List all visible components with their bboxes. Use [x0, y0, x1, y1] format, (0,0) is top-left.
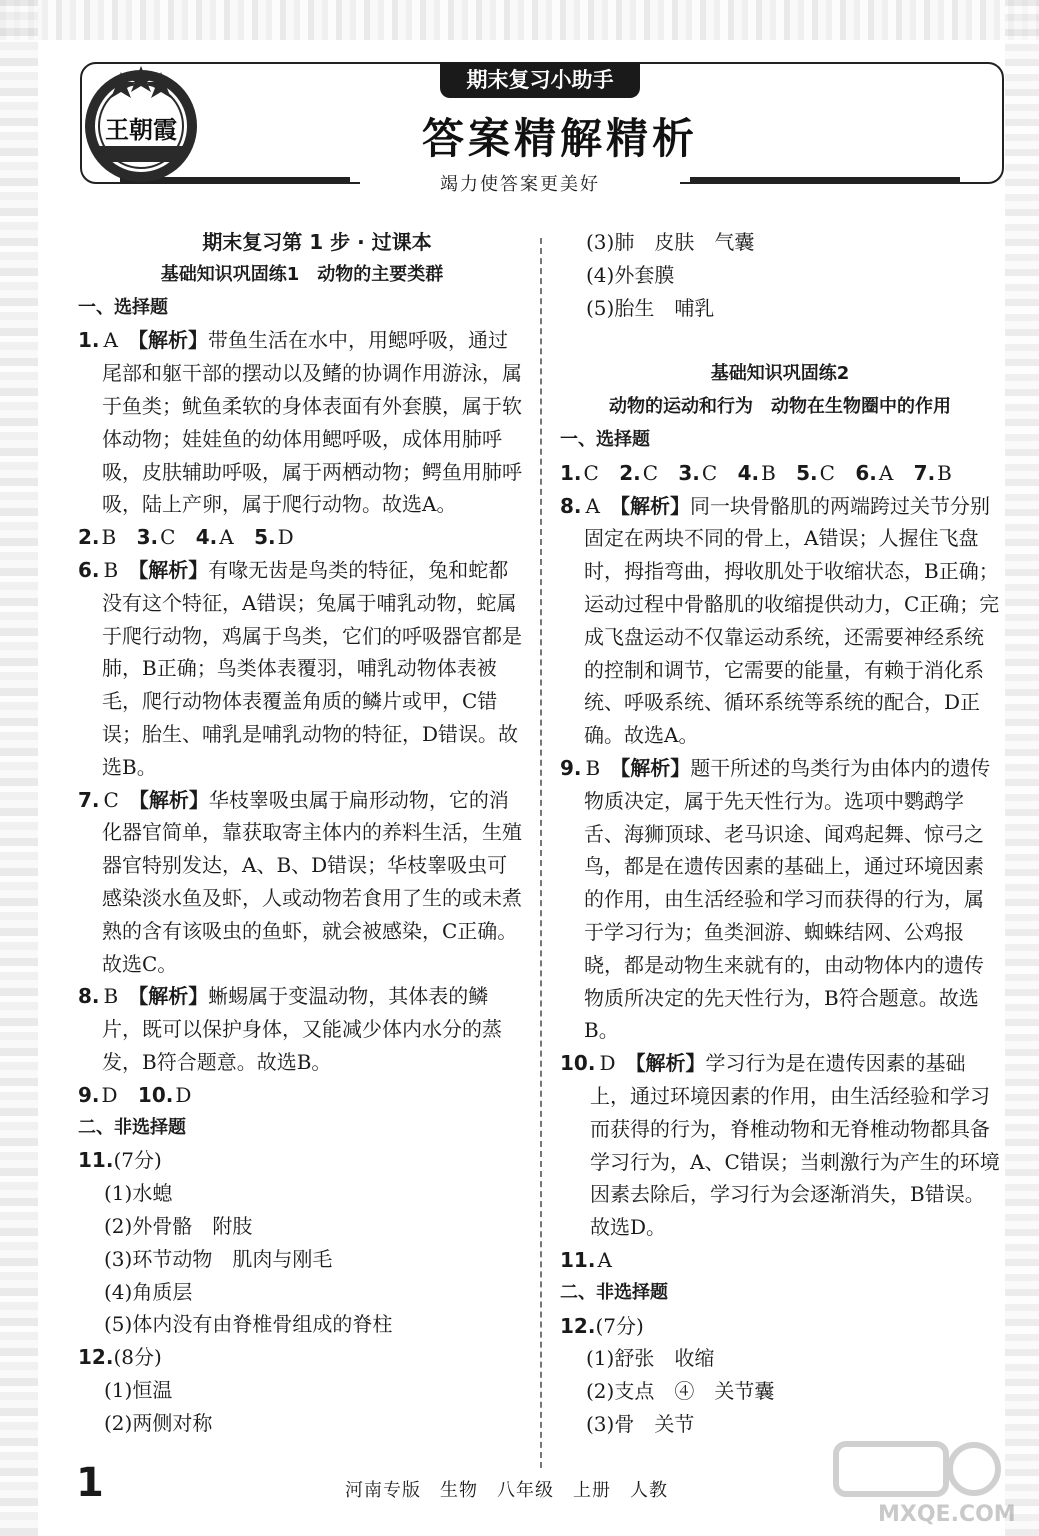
answer-item-7: 7. C 【解析】华枝睾吸虫属于扁形动物，它的消化器官简单，靠获取寄主体内的养料生活，生殖器官特别发达，A、B、D错误；华枝睾吸虫可感染淡水鱼及虾，人或动物若食用了生的或未煮熟的含有该吸虫的鱼虾，就会被感染，C正确。故选C。 — [78, 787, 522, 976]
answer-item-5: 5. C — [796, 460, 835, 485]
section-heading-choice: 一、选择题 — [78, 296, 168, 318]
answer-12-part-3: (3)肺 皮肤 气囊 — [586, 230, 755, 254]
answer-item-2: 2. B — [78, 525, 117, 550]
section-heading-nonchoice: 二、非选择题 — [78, 1116, 186, 1138]
footer-info: 河南专版 生物 八年级 上册 人教 — [345, 1480, 668, 1501]
section-subtitle-2b: 动物的运动和行为 动物在生物圈中的作用 — [609, 396, 951, 418]
answer-item-12: 12.(8分) — [78, 1345, 162, 1370]
brand-logo-seal — [76, 58, 206, 186]
answer-item-1: 1. A 【解析】带鱼生活在水中，用鳃呼吸，通过尾部和躯干部的摆动以及鳍的协调作用游泳，属于鱼类；鱿鱼柔软的身体表面有外套膜，属于软体动物；娃娃鱼的幼体用鳃呼吸，成体用肺呼吸，皮肤辅助呼吸，属于两栖动物；鳄鱼用肺呼吸，陆上产卵，属于爬行动物。故选A。 — [78, 328, 522, 517]
page-edge-right — [1005, 0, 1039, 1536]
page-title: 答案精解精析 — [421, 114, 698, 163]
step-title: 期末复习第 1 步 · 过课本 — [202, 230, 432, 254]
answer-item-10: 10. D — [137, 1082, 192, 1107]
answer-item-8: 8. B 【解析】蜥蜴属于变温动物，其体表的鳞片，既可以保护身体，又能减少体内水分的蒸发，B符合题意。故选B。 — [78, 984, 502, 1074]
left-column — [78, 226, 526, 1439]
answer-row-1-7 — [560, 457, 1000, 490]
answer-item-10: 10. D 【解析】学习行为是在遗传因素的基础上，通过环境因素的作用，由生活经验和学习而获得的行为，脊椎动物和无脊椎动物都具备学习行为，A、C错误；当刺激行为产生的环境因素去除后，学习行为会逐渐消失，B错误。故选D。 — [560, 1051, 1000, 1240]
answer-item-3: 3. C — [136, 525, 176, 550]
svg-text:王朝霞: 王朝霞 — [105, 115, 177, 144]
section-heading-nonchoice-2: 二、非选择题 — [560, 1281, 668, 1303]
answer-row-2-5 — [78, 521, 526, 554]
answer-item-11: 11. A — [560, 1247, 612, 1272]
section-subtitle: 基础知识巩固练1 动物的主要类群 — [160, 263, 444, 285]
watermark-logo: MXQE.COM — [826, 1436, 1006, 1536]
header-stripe-right — [690, 177, 960, 182]
answer-item-5: 5. D — [254, 525, 294, 550]
answer-12-part-4: (4)外套膜 — [586, 262, 675, 287]
answer-item-8: 8. A 【解析】同一块骨骼肌的两端跨过关节分别固定在两块不同的骨上，A错误；人握住飞盘时，拇指弯曲，拇收肌处于收缩状态，B正确；运动过程中骨骼肌的收缩提供动力，C正确；完成飞盘运动不仅靠运动系统，还需要神经系统的控制和调节，它需要的能量，有赖于消化系统、呼吸系统、循环系统等系统的配合，D正确。故选A。 — [560, 493, 1000, 748]
answer-11-part-4: (4)角质层 — [104, 1279, 193, 1304]
answer-12-part-1: (1)舒张 收缩 — [586, 1346, 715, 1371]
answer-12-part-1: (1)恒温 — [104, 1377, 173, 1402]
page-number: 1 — [76, 1460, 104, 1506]
answer-11-part-5: (5)体内没有由脊椎骨组成的脊柱 — [104, 1312, 393, 1337]
answer-item-9: 9. B 【解析】题干所述的鸟类行为由体内的遗传物质决定，属于先天性行为。选项中鹦鹉学舌、海狮顶球、老马识途、闻鸡起舞、惊弓之鸟，都是在遗传因素的基础上，通过环境因素的作用，由生活经验和学习而获得的行为，属于学习行为；鱼类洄游、蜘蛛结网、公鸡报晓，都是动物生来就有的，由动物体内的遗传物质所决定的先天性行为，B符合题意。故选B。 — [560, 755, 991, 1043]
answer-row-9-10 — [78, 1079, 526, 1112]
header-tab-label: 期末复习小助手 — [440, 62, 640, 98]
answer-item-2: 2. C — [619, 460, 659, 485]
page-edge-left — [0, 0, 38, 1536]
answer-item-6: 6. A — [855, 460, 894, 485]
column-divider — [540, 238, 542, 1468]
answer-item-12: 12.(7分) — [560, 1313, 644, 1338]
right-column — [560, 226, 1000, 1441]
answer-12-part-2: (2)两侧对称 — [104, 1410, 213, 1435]
answer-item-1: 1. C — [560, 460, 599, 485]
section-subtitle-2: 基础知识巩固练2 — [710, 363, 850, 385]
answer-item-6: 6. B 【解析】有喙无齿是鸟类的特征，兔和蛇都没有这个特征，A错误；兔属于哺乳动物，蛇属于爬行动物，鸡属于鸟类，它们的呼吸器官都是肺，B正确；鸟类体表覆羽，哺乳动物体表被毛，爬行动物体表覆盖角质的鳞片或甲，C错误；胎生、哺乳是哺乳动物的特征，D错误。故选B。 — [78, 557, 522, 779]
section-heading-choice-2: 一、选择题 — [560, 428, 650, 450]
answer-11-part-2: (2)外骨骼 附肢 — [104, 1213, 253, 1238]
answer-item-3: 3. C — [678, 460, 718, 485]
answer-item-4: 4. A — [195, 525, 234, 550]
watermark-icon — [826, 1436, 1006, 1506]
answer-item-4: 4. B — [737, 460, 776, 485]
answer-12-part-3: (3)骨 关节 — [586, 1411, 695, 1436]
page-edge-top — [0, 0, 1039, 40]
answer-11-part-1: (1)水螅 — [104, 1181, 173, 1206]
answer-12-part-5: (5)胎生 哺乳 — [586, 295, 715, 320]
answer-item-9: 9. D — [78, 1082, 118, 1107]
answer-12-part-2: (2)支点 ④ 关节囊 — [586, 1379, 775, 1404]
answer-11-part-3: (3)环节动物 肌肉与刚毛 — [104, 1246, 333, 1271]
header-slogan: 竭力使答案更美好 — [360, 170, 680, 196]
answer-item-7: 7. B — [913, 460, 952, 485]
answer-item-11: 11.(7分) — [78, 1148, 162, 1173]
